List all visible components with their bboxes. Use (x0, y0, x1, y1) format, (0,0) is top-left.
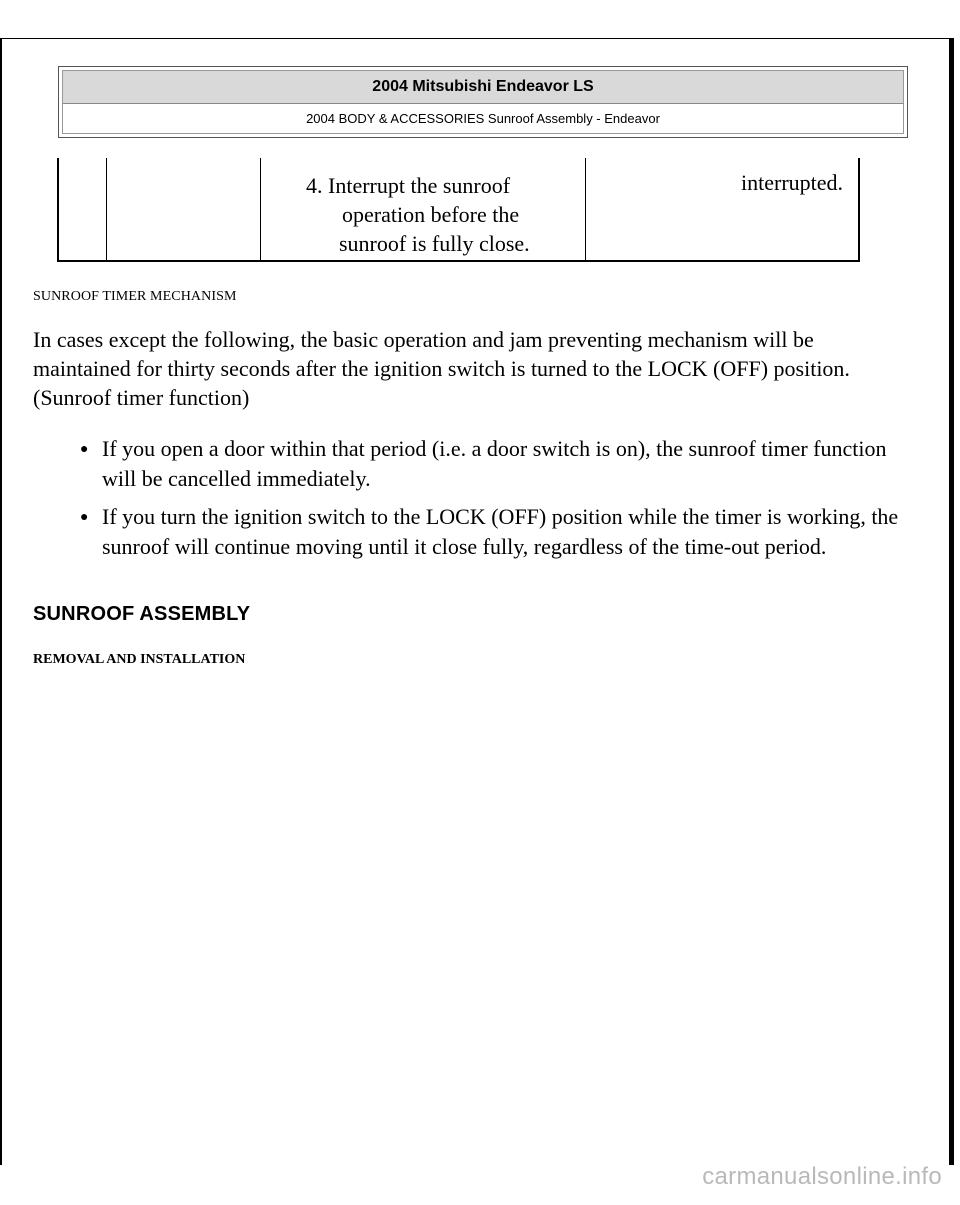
bullet-text: If you turn the ignition switch to the LOCK (OFF) position while the timer is working, the sunroof will continue moving until it close fully, regardless of the time-out period. (102, 504, 899, 559)
section-subtitle: 2004 BODY & ACCESSORIES Sunroof Assembly - Endeavor (306, 111, 660, 126)
vehicle-title: 2004 Mitsubishi Endeavor LS (63, 71, 903, 104)
table-divider (585, 158, 586, 262)
list-item (80, 434, 910, 493)
step-line-2: operation before the (342, 202, 520, 227)
timer-paragraph: In cases except the following, the basic operation and jam preventing mechanism will be maintained for thirty seconds after the ignition switch is turned to the LOCK (OFF) position. (Sunroof timer function) (33, 327, 850, 410)
table-divider (106, 158, 107, 262)
bullet-icon: ● (80, 442, 89, 457)
step-line-1: 4. Interrupt the sunroof (306, 173, 511, 198)
removal-installation-heading: REMOVAL AND INSTALLATION (33, 652, 246, 667)
watermark: carmanualsonline.info (702, 1163, 942, 1190)
bullet-text: If you open a door within that period (i.e. a door switch is on), the sunroof timer function will be cancelled immediately. (102, 436, 887, 491)
timer-bullet-list (80, 434, 910, 570)
table-border-bottom (57, 260, 860, 262)
bullet-icon: ● (80, 510, 89, 525)
document-header (58, 66, 908, 138)
result-cell-text: interrupted. (741, 170, 844, 195)
continued-table (57, 158, 860, 262)
header-inner-frame (62, 70, 904, 134)
table-border-right (858, 158, 860, 262)
step-line-3: sunroof is fully close. (339, 231, 530, 256)
table-divider (260, 158, 261, 262)
sunroof-assembly-heading: SUNROOF ASSEMBLY (33, 603, 251, 625)
table-border-left (57, 158, 59, 262)
timer-mechanism-heading: SUNROOF TIMER MECHANISM (33, 289, 237, 304)
list-item (80, 502, 910, 561)
